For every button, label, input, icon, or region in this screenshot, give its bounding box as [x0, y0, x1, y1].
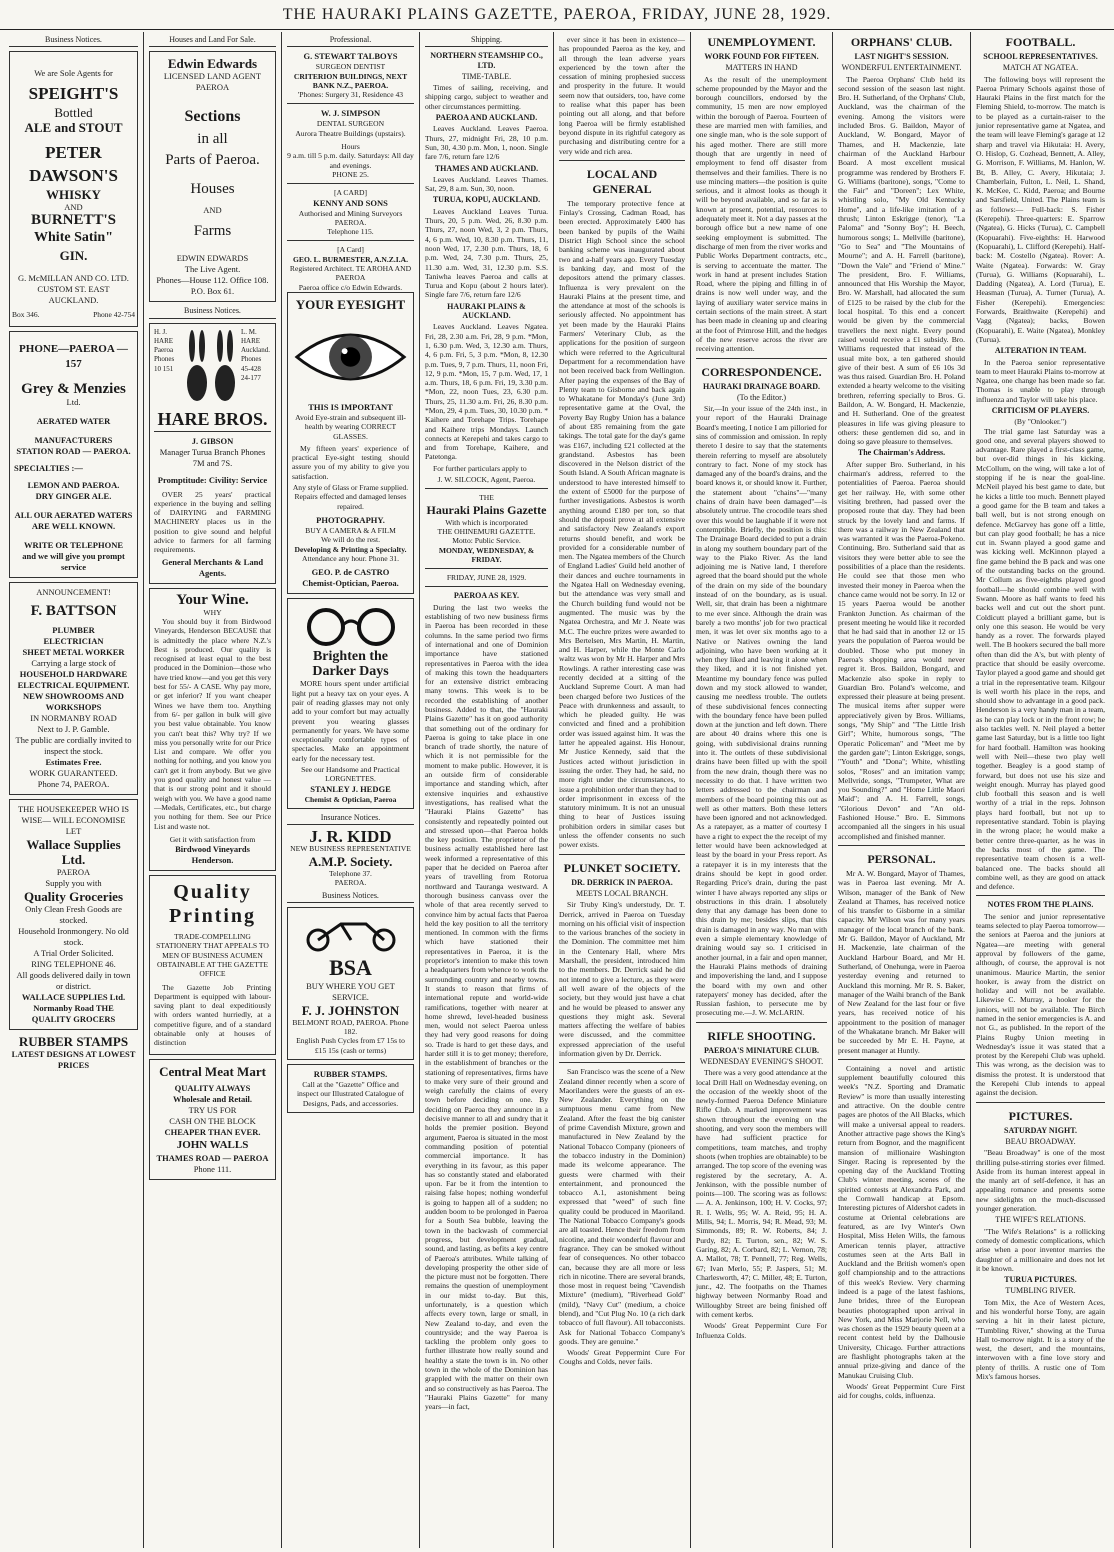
ad-text: Paeroa office c/o Edwin Edwards. — [298, 282, 403, 292]
ad-text: LICENSED LAND AGENT — [163, 71, 262, 82]
article-title: UNEMPLOYMENT. — [707, 35, 816, 49]
ad-text: The public are cordially invited to inspect the stock. — [15, 734, 132, 756]
eyesight-ad — [287, 292, 414, 594]
ad-text: PHONE—PAEROA —157 — [19, 342, 128, 370]
ad-text: PAEROA — [195, 82, 230, 93]
article-title: PLUNKET SOCIETY. — [563, 860, 681, 875]
ad-text: BELMONT ROAD, PAEROA. Phone 182. — [292, 1017, 409, 1037]
ad-text: TURUA, KOPU, AUCKLAND. — [432, 195, 541, 205]
ad-text: LATEST DESIGNS AT LOWEST PRICES — [11, 1048, 136, 1070]
ad-text: GEO. P. de CASTRO — [311, 567, 390, 578]
column-shipping — [420, 32, 554, 1548]
article-body: As the result of the unemployment scheme propounded by the Mayor and the borough councillors, endorsed by the community, 15 men are now employed within the borough of Paeroa. Fourteen of these are married men with families, and one single man, who is the sole support of his aged mother. There are still more though that are urgently in need of employment to fend off disaster from themselves and their families. There is no use mincing matters—the position is quite serious, and it almost looks as though it will be beyond available, and so far as is known at present, potential, resources to adequately meet it. Not a day passes at the borough office but a new name of one seeking employment is submitted. The discharge of men from the river works and Public Works Department contracts, etc., is serving to accentuate the matter. The work in hand at present includes Station Road, where the piping and filling in of drains is now well under way, and the laying of auxiliary water service mains in certain sections of the main street. A start has been made in cleaning up and clearing at the foot of Primrose Hill, and the hedges of the new reserve across the river are receiving attention. — [696, 74, 827, 354]
ad-text: Bottled — [54, 105, 93, 121]
ad-text: Chemist & Optician, Paeroa — [304, 794, 397, 804]
ad-text: HAURAKI PLAINS & AUCKLAND. — [447, 301, 526, 321]
ad-text: CHEAPER THAN EVER. — [164, 1126, 261, 1137]
ad-text: Wallace Supplies Ltd. — [26, 836, 121, 867]
article-body: Woods' Great Peppermint Cure For Coughs and Colds, never fails. — [559, 1348, 685, 1367]
article-body: The following boys will represent the Paeroa Primary Schools against those of Hauraki Plains in the first match for the Fleming Shield, to-morrow. The match is to be played as a curtain-raiser to the junior representative game at Ngatea, and the team will leave Fleming's garage at 12 sharp and travel via Hikutaia: H. Avery, O. Hislop, G. Cozhead, Bennett, A. Alley, G. Morrison, F. Williams, M. Hanlon, W. Bt, B. Alley, C. Avery, Hikutaia; J. Chamberlain, Fulton, L. Neil, L. Shand, K. McKee, C. Kidd, Paeroa; and Bourne and Sarsfield, United. The Plains team is as follows:— Full-back: S. Fisher (Kerepehi). Three-quarters: E. Sparrow (Ngatea), G. Hicks (Turua), C. Campbell (Kopuarahi). Five-eighths: H. Harwood (Kopuarahi), L. Clifford (Kerepehi). Half-back: M. Costello (Ngatea). Rover: A. Waite (Ngatea). Forwards: W. Gray (Turua), G. Williams (Kopuarahi), L. Dadding (Ngatea), A. Lord (Turua), E. Heasman (Turua), A. Turner (Turua), A. Fisher (Kerepehi). Emergencies: Forwards, Braithwaite (Kerepehi) and Vagg (Ngatea); backs, Bowen (Kopuarahi), E. Waite (Ngatea), Monkley (Turua). — [976, 74, 1105, 344]
ad-text: THAMES AND AUCKLAND. — [434, 163, 539, 173]
article-title: FOOTBALL. — [1005, 35, 1076, 49]
simpson-card — [287, 108, 414, 179]
article-subtitle: HAURAKI DRAINAGE BOARD. — [702, 381, 821, 391]
article-subtitle: SCHOOL REPRESENTATIVES. — [983, 52, 1098, 61]
ad-text: White Satin" — [34, 230, 113, 246]
column-professional — [282, 32, 420, 1548]
ad-text: Supply you with — [45, 877, 102, 888]
rubber-stamps-ad — [9, 1034, 138, 1071]
ad-text: OVER 25 years' practical experience in the buying and selling of DAIRYING and FARMING MACHINERY places us in the position to give sound and helpful advice to farmers for all farming requirements. — [154, 489, 271, 555]
ad-text: Farms — [193, 223, 232, 240]
edwards-ad — [149, 51, 276, 302]
ad-text: Phone 42-754 — [93, 310, 135, 320]
ad-text: LET — [65, 825, 82, 836]
ad-text: F. BATTSON — [30, 602, 117, 619]
ad-text: THAMES ROAD — PAEROA — [156, 1152, 269, 1163]
article-body: After supper Bro. Sutherland, in his chairman's address, referred to the potentialities of Paeroa. Paeroa should get her railway. He, with some other visiting brethren, had passed over the proposed route that day. They had been struck by the lovely land and farms. If there was a railway in New Zealand that was warranted it was the Paeroa-Pokeno. Continuing, Bro. Sutherland said that as visitors they were better able to see the possibilities of a place than the residents. He could see that those men who invested their money in Paeroa when the chance came would not be sorry. In 12 or 15 years Paeroa would be another Frankton Junction. As chairman of the present meeting he would like it recorded that he had said that in another 12 or 15 years the population of Paeroa would be doubled. Those who put money in Paeroa's shopping area would never regret it. Bros. Baildon, Bongard, and Mackenzie also spoke in reply to Guardian Bro. Poland's welcome, and expressed their pleasure at being present. The musical items after supper were appreciatively given by Bros. Williams, songs, "My Ship" and "The Little Irish Girl"; White, humorous songs, "The Operatic Policeman" and "Meet me by the garden gate"; Linton Eskrigge, songs, "Youth" and "Dona"; White, whistling solos, "Roses" and an imitation vamp; Mellvride, songs, "Trumpeter, What are you Sounding?" and "Home Little Maori Maid"; and A. H. Farrell, songs, "Glorious Devon" and "An old-Fashioned House." Bro. E. Simmons accompanied all the singers in his usual accomplished and finished manner. — [838, 459, 965, 841]
ad-text: Authorised and Mining Surveyors PAEROA. — [298, 208, 403, 227]
newspaper-title: Hauraki Plains Gazette — [426, 502, 547, 517]
ad-text: THIS IS IMPORTANT — [308, 401, 393, 412]
article-subtitle: WEDNESDAY EVENING'S SHOOT. — [699, 1056, 824, 1066]
ad-text: NORTHERN STEAMSHIP CO., LTD. — [430, 51, 543, 70]
ad-text: Your Wine. — [176, 591, 249, 608]
article-body: San Francisco was the scene of a New Zealand dinner recently when a score of Maorilanders were the guests of an ex-New Zealander. Everything on the sumptuous menu came from New Zealand. After the feast the big canister of prime Cavendish Mixture, grown and manufactured in New Zealand by the National Tobacco Company (pioneers of the tobacco industry in the Dominion) made its welcome appearance. The guests were charmed with their entertainment, and pronounced the tobacco A.1, astonishment being expressed that "weed" of such fine quality could be produced in Maoriland. The National Tobacco Company's goods are all toasted. Hence their freedom from nicotine, and their wonderful flavour and fragrance. They can be smoked without fear of consequences. No other tobacco can, because they are all more or less rich in nicotine. There are several brands, those most in request being "Cavendish Mixture" (medium), "Riverhead Gold" (mild), "Navy Cut" (medium, a choice blend), and "Cut Plug No. 10 (a rich dark tobacco of full flavour). All tobacconists. Ask for National Tobacco Company's goods. They are genuine." — [559, 1067, 685, 1346]
ad-text: LEMON AND PAEROA. — [27, 479, 120, 490]
bsa-ad — [287, 907, 414, 1059]
article-title: PERSONAL. — [867, 851, 936, 866]
ad-text: With which is incorporated — [445, 517, 528, 527]
ad-text: ALE and STOUT — [24, 120, 123, 136]
ad-text: PAEROA. — [334, 877, 367, 887]
ad-text: Household Ironmongery. No old stock. — [18, 925, 129, 947]
ad-text: JOHN WALLS — [176, 1138, 249, 1151]
article-body: "The Wife's Relations" is a rollicking comedy of domestic complications, which arise when a poor inventor marries the daughter of a millionaire and does not let it be known. — [976, 1226, 1105, 1273]
ad-text: Avoid Eye-strain and subsequent ill-health by wearing CORRECT GLASSES. — [295, 412, 406, 441]
ad-text: Attendance any hour. Phone 31. — [301, 553, 399, 563]
article-title: PAEROA AS KEY. — [453, 591, 520, 601]
ad-text: DAWSON'S — [29, 166, 118, 186]
article-body: The Paeroa Orphans' Club held its second session of the season last night. Bro. H. Sutherland, of the Orphans' Club, Auckland, was the chairman of the evening. Among the visitors were included Bros. G. Baildon, Mayor of Auckland, W. Bongard, Mayor of Thames, and H. Mackenzie, late chairman of the Auckland Harbour Board. A most excellent musical programme was rendered by Brothers F. G. Williams (baritone), songs, "Come to the Fair" and "Doreen"; Lex White, whistling solo, "My Old Kentucky Home", and a life-like imitation of a thrush; Linton Eskrigge (tenor), "La Paloma" and "Sonny Boy"; H. Beech, humorous songs; L. Mellville (baritone), "Go to Sea" and "The Mountains of Mourne"; and A. H. Farrell (baritone), "Down the Vale" and "Friend o' Mine." The president, Bro. F. Williams, announced that His Worship the Mayor, Bro. W. Marshall, had allocated the sum of £125 to be raised by the club for the local hospital. To this end a concert would be given by the commercial travellers the next night. Every pound raised would receive a £1 subsidy. Bro. Williams requested that instead of the usual mite box, a ten gathered should give of their best. A sum of £6 10s 3d was thus raised. Guardian Bro. H. Poland extended a hearty welcome to the visiting brethren, referring specially to Bros. G. Baildon, A. W. Bongard, H. Mackenzie, and H. Sutherland. One of the greatest pleasures in life was giving pleasure to others: these gentlemen did so, and in doing so gave pleasure to themselves. — [838, 74, 965, 447]
ad-text: TIME-TABLE. — [461, 71, 512, 81]
article-body: Sir,—In your issue of the 24th inst., in your report of the Hauraki Drainage Board's meeting, I notice I am pilloried for sins of commission and omission. In reply thereto I desire to say that the statements therein referring to myself are absolutely contrary to fact. None of my stock has damaged any of the board's drains, and the board knows it, or should know it. Further, the statement about "chains"—"many chains of drain have been damaged"—is absolutely untrue. The crocodile tears shed over this would be laughable if it were not contemptible. Briefly, the position is this: The Drainage Board decided to put a drain in along my southern boundary part of the way to the Piako River. As the land adjoining me is Native land, I therefore agreed that the board should put the whole of the drain on my side of the boundary instead of on the boundary, as is usual. Well, sir, that drain has been a nightmare to me ever since. Although the drain was barely a two months' job for two practical men, it was let over six months ago to a Native or Natives owning the land adjoining, who have been working at it when they liked and leaving it alone when they liked, and it is not finished yet. Meantime my boundary fence was pulled down and my stock allowed to wander, causing me needless trouble. The outlets of these subdivisional fences connecting with the boundary fence have been pulled down at the junction and left down. There are about 40 drains where this one is going, with subdivisional drains running into it. The outlets of these subdivisional drains have been filled up with the spoil from the new drain, though there was no necessity to do that. I have written two letters addressed to the chairman and members of the board pointing this out as well as other matters. Both these letters have been ignored and not acknowledged. As a ratepayer, as a matter of courtesy I have a right to expect the the receipt of my letter would have been acknowledged at least by the board in your Press report. As a ratepayer it is in my interests that the drains should be kept in good order. Regarding Price's drain, during the past winter I have always reported any slips or obstructions in this drain. I absolutely deny that any damage has been done to this drain by me; besides slips, that this drain is damaged in any way. No man with even a simple elementary knowledge of draining would say so. I criticised in another journal, in a fair and open manner, the Hauraki Plains methods of draining and impoverishing the land, and I suppose the board with my own and other ratepayers' money has decided, after the Russian fashion, to persecute me by prosecuting me.—J. W. McLARIN. — [696, 404, 827, 1018]
ad-text: G. STEWART TALBOYS — [303, 51, 398, 62]
ad-text: NEW BUSINESS REPRESENTATIVE — [290, 844, 411, 854]
ad-text: WORK GUARANTEED. — [29, 767, 118, 778]
ad-text: AND — [64, 202, 83, 213]
ad-text: F. J. JOHNSTON — [301, 1002, 400, 1018]
ad-text: Leaves Auckland. Leaves Paeroa. Thurs, 27, midnight Fri, 28, 10 p.m. Sun, 30, 4.30 p.m. Mon, 1, noon. Single fare 7/6, return fare 12/6 — [425, 124, 548, 162]
article-body: During the last two weeks the establishing of two new business firms in Paeroa has been recorded in these columns. In the same period two firms of international and one of Dominion importance have stationed representatives in Paeroa with the idea of making this town the headquarters for an extensive district embracing many towns. This week is to be recorded the establishing of another business. Added to that, the "Hauraki Plains Gazette" has it on good authority that something out of the ordinary for Paeroa is going to take place in one branch of trade shortly, the nature of which it is not permissible for the moment to make public. However, it is an outside firm of considerable importance and standing which, after extensive inquiries and exhaustive investigations, has realised what the "Hauraki Plains Gazette" has consistently and repeatedly pointed out and stressed upon—that Paeroa holds the key position. The proprietor of the business actually established here last week informed a representative of this paper that he decided on Paeroa after years of travelling from Rotorua northward and Tauranga westward. A thorough business canvass over the whole of that area recently served to convince him by actual facts that Paeroa held the key position to all the territory mentioned. In common with the firms which have stationed their representatives in Paeroa, it is the proprietor's intention to make this town a headquarters from whence to work the surrounding country and nearby towns. It stands to reason that firms of international repute and world-wide ramifications, together with nearer at home shrewd, level-headed business men, would not select Paeroa unless they had very good reasons for doing so. Trade is hard to get these days, and harder still it is to get money; therefore, in the establishment of branches or the stationing of representatives, firms have to make very sure of their ground and weigh carefully the claims of every town before deciding on one. By deciding on Paeroa they announce in a decisive manner to all and sundry that it holds the premier position. Beyond argument, Paeroa is situated in the most commanding position of potential commercial importance. It has everything in its favour, as this paper has so constantly stated and elaborated upon. Far be it from the intention to raising false hopes; nothing wonderful is going to happen all of a sudden; no audden boom to be prolonged in Paeroa for a South Sea bubble, leaving the town in the backwash of commercial progress, but development gradual, sound, and lasting, as befits a key centre of Paeroa's attributes. While talking of developing prosperity the other side of the picture must not be forgotten. There remains the question of unemployment in our midst to-day. But this, unfortunately, is a question which affects every town, large or small, in New Zealand to-day, and even the countryside; and the way Paeroa is tackling the problem only goes to further illustrate how really sound and healthy a state the town is in. No other town in the whole of the Dominion has grappled with the matter on their own and so constructively as has Paeroa. The "Hauraki Plains Gazette" for many years—in fact, — [425, 602, 548, 1412]
ad-text: Box 346. — [12, 310, 40, 320]
ad-text: BUY A CAMERA & A FILM — [305, 525, 396, 535]
ad-text: THE — [479, 493, 494, 503]
ad-text: Parts of Paeroa. — [165, 152, 260, 169]
ad-text: Leaves Auckland. Leaves Thames. Sat, 29, 8 a.m. Sun, 30, noon. — [425, 174, 548, 194]
article-subtitle: MATTERS IN HAND — [725, 63, 798, 73]
article-body: Tom Mix, the Ace of Western Aces, and his wonderful horse Tony, are again serving a hit in their latest picture, "Tumbling River," showing at the Turua Hall to-morrow night. It is a story of the west, the desert, and the mountains, interwoven with a fine love story and plenty of thrills. A rustic one of Tom Mix's famous horses. — [976, 1297, 1105, 1382]
article-subtitle: The Chairman's Address. — [857, 448, 946, 458]
ad-text: Hours — [341, 142, 360, 152]
ad-text: Grey & Menzies — [21, 380, 126, 397]
section-header: Insurance Notices. — [287, 813, 414, 825]
article-body: Mr A. W. Bongard, Mayor of Thames, was in Paeroa last evening. Mr A. Wilson, manager of the Bank of New Zealand at Thames, has received notice of his transfer to Gisborne in a similar capacity. Mr Wilson was for many years manager of the local branch of the bank. Mr G. Baildon, Mayor of Auckland, Mr H. Mackenzie, late chairman of the Auckland Harbour Board, and Mr H. Sutherland, of Onehunga, were in Paeroa yesterday evening and returned to Auckland this morning. Mr R. S. Baker, manager of the Waihi branch of the Bank of New Zealand for the last four or five years, has received notice of his appointment to the position of manager of the Whakatane branch. Mr Baker will be succeeded by Mr E. H. Payne, at present manager at Huntly. — [838, 868, 965, 1055]
ad-text: SURGEON DENTIST — [315, 62, 386, 72]
ad-text: Chemist-Optician, Paeroa. — [302, 578, 399, 589]
ad-text: Quality — [173, 881, 252, 904]
ad-text: ALL OUR AERATED WATERS — [14, 509, 133, 520]
section-header: Shipping. — [425, 35, 548, 47]
ad-text: [A Card] — [337, 245, 364, 255]
hedge-ad — [287, 598, 414, 809]
spectacles-icon — [292, 603, 409, 649]
ad-text: Central Meat Mart — [159, 1063, 266, 1079]
article-body: In the Paeroa senior representative team to meet Hauraki Plains to-morrow at Ngatea, one change has been made so far. Thomas is unable to play through influenza and Taylor will take his place. — [976, 357, 1105, 404]
section-header: Business Notices. — [149, 306, 276, 318]
article-body: There was a very good attendance at the local Drill Hall on Wednesday evening, on the occasion of the weekly shoot of the newly-formed Paeroa Defence Miniature Rifle Club. A marked improvement was shown throughout the evening on the shooting, and very soon the members will have had sufficient practice for competitions, team matches, and trophy shoots (when trophies are obtainable) to be arranged. The top score of the evening was registered by the secretary, A. A. Jenkinson, with the possible number of points—100. The scoring was as follows:— A. A. Jenkinson, 100; H. V. Cocks, 97; R. I. Wells, 95; W. A. Reid, 95; H. A. Mills, 94; L. Morris, 94; R. Mead, 93; M. Simmonds, 89; R. W. Roberts, 84; J. Purdy, 82; E. Turton, sen., 82; W. S. Garing, 82; A. Corbard, 82; L. Vernon, 78; A. Mallot, 78; T. Pennell, 77; Reg. Wells, 67; Ivan Merlo, 55; P. Jaspers, 51; M. Charlesworth, 47; C. Miller, 48; E. Turton, junr., 42. The footpaths on the Thames highway between Normanby Road and Willoughby Street are being finished off with cement kerbs. — [696, 1068, 827, 1319]
ad-text: PAEROA AND AUCKLAND. — [435, 113, 538, 123]
ad-text: Telephone 37. — [329, 868, 372, 878]
article-subtitle: DR. DERRICK IN PAEROA. — [571, 877, 673, 887]
ad-text: ARE WELL KNOWN. — [31, 520, 116, 531]
ad-text: [A CARD] — [333, 188, 368, 198]
eye-icon — [292, 312, 409, 402]
ad-text: P.O. Box 61. — [190, 286, 235, 297]
ad-text: GIN. — [59, 248, 88, 264]
ad-text: EDWIN EDWARDS — [176, 253, 249, 264]
meat-mart-ad — [149, 1059, 276, 1180]
motorcycle-icon — [292, 912, 409, 954]
column-football — [971, 32, 1110, 1548]
ad-text: Quality Groceries — [23, 888, 124, 904]
rabbit-logo-icon — [181, 328, 241, 408]
ad-text: MORE hours spent under artificial light put a heavy tax on your eyes. A pair of reading glasses may not only add to your comfort but may actually prevent you wearing glasses permanently for years. We have some exceptionally comfortable types of spectacles. Make an appointment early for the necessary test. — [292, 679, 409, 763]
column-business-notices — [4, 32, 144, 1548]
article-title: PICTURES. — [1008, 1108, 1073, 1123]
ad-text: KENNY AND SONS — [313, 197, 388, 208]
ad-text: MANUFACTURERS — [34, 434, 113, 445]
article-title: ORPHANS' CLUB. — [850, 35, 953, 49]
ad-text: Houses — [190, 181, 235, 198]
newspaper-columns — [4, 32, 1110, 1548]
article-body: Sir Truby King's understudy, Dr. T. Derrick, arrived in Paeroa on Tuesday morning on his official visit of inspection to the various branches of the society in the Dominion. The committee met him in the Centenary Hall, where Mrs Marshall, the president, introduced him to the members. Dr. Derrick said he did not intend to give a lecture, as they were all well aware of the objects of the society, but they would just have a chat and he would be pleased to answer any questions they might ask. Several matters affecting the welfare of babies were discussed, and the committee expressed appreciation of the useful information given by Dr. Derrick. — [559, 900, 685, 1058]
article-body: The senior and junior representative teams selected to play Paeroa tomorrow—the seniors at Paeroa and the juniors at Ngatea—are meeting with general approval by followers of the game, although, of course, the approval is not unanimous. Maurice Martin, the senior hooker, is away from the district on holiday and will not be available. Likewise C. Murray, a hooker for the juniors, will not be available. The Birch named in the senior emergencies is A. and not G., as published. In the report of the Plains Rugby Union meeting in Wednesday's issue it was stated that a protest by the Kerepehi Club was upheld. This was wrong, as the decision was to dismiss the protest. It is understood that the Kerepehi Club intends to appeal against the decision. — [976, 911, 1105, 1098]
ad-text: J. R. KIDD — [309, 827, 392, 847]
ad-text: Repairs effected and damaged lenses repaired. — [294, 492, 407, 511]
ad-text: BSA — [329, 954, 372, 980]
ad-text: QUALITY ALWAYS — [174, 1082, 251, 1093]
ad-text: AERATED WATER — [36, 415, 111, 426]
kidd-ad — [287, 829, 414, 887]
article-title: CORRESPONDENCE. — [701, 364, 822, 379]
ad-text: STATION ROAD — PAEROA. — [16, 445, 131, 456]
ad-text: Leaves Auckland. Leaves Ngatea. Fri, 28, 2.30 a.m. Fri, 28, 9 p.m. *Mon, 1, 6.30 p.m. Wed, 3, 12.30 a.m. Thurs, 4, 6 p.m. Fri, 5, 3 p.m. *Mon, 8, 12.30 p.m. Tues, 9, 7 p.m. Thurs, 11, noon Fri, 12, 9 p.m. *Mon, 15, 7 p.m. Wed, 17, 1 a.m. Thurs, 18, 6 p.m. Fri, 19, 3.30 p.m. *Mon, 22, noon Tues, 23, 6.30 p.m. Thurs, 25, 11.30 a.m. Fri, 26, 8.30 p.m. *Mon, 29, 4 p.m. Tues, 30, 10.30 p.m. * Kaihere and Torehape Trips. Torehape and Kaihere trips Mondays. Launch connects at Kerepehi and takes cargo to and from Torehape, Kaihere, and Patetonga. — [425, 322, 548, 462]
ad-text: A Trial Order Solicited. — [33, 947, 114, 958]
ad-text: Phones—House 112. Office 108. — [156, 275, 269, 286]
ad-text: General Merchants & Land Agents. — [161, 556, 264, 578]
article-subtitle: PAEROA'S MINIATURE CLUB. — [703, 1045, 820, 1055]
masthead: THE HAURAKI PLAINS GAZETTE, PAEROA, FRIDAY, JUNE 28, 1929. — [0, 0, 1114, 30]
ad-text: AUCKLAND. — [48, 295, 99, 306]
section-header: Houses and Land For Sale. — [149, 35, 276, 47]
battson-ad — [9, 582, 138, 795]
section-header: Business Notices. — [287, 891, 414, 903]
issue-date: FRIDAY, JUNE 28, 1929. — [446, 573, 527, 583]
ad-text: 'Phones: Surgery 31, Residence 43 — [297, 90, 404, 100]
ad-text: Telephone 115. — [327, 227, 374, 237]
ad-text: H. J. HARE Paeroa Phones 10 151 — [154, 327, 175, 373]
ad-text: We will do the rest. — [320, 535, 381, 545]
ad-text: ELECTRICIAN — [43, 635, 104, 646]
ad-text: J. W. SILCOCK, Agent, Paeroa. — [437, 475, 536, 485]
column-unemployment — [691, 32, 833, 1548]
ad-text: RUBBER STAMPS. — [313, 1068, 388, 1079]
ad-text: GEO. L. BURMESTER, A.N.Z.I.A. — [293, 254, 408, 264]
ad-text: WALLACE SUPPLIES Ltd. Normanby Road THE QUALITY GROCERS — [21, 991, 126, 1024]
article-body: Containing a novel and artistic supplement beautifully coloured this week's "N.Z. Sporting and Dramatic Review" is more than usually interesting and attractive. On the double centre pages are photos of the All Blacks, which will make a universal appeal to readers. Another attractive page shows the King's return from Bognor, and the magnificent mansion of millionaire Washington Singer. Racing is represented by the opening day of the Auckland Trotting Club's winter meeting, scenes of the spirited contests at Alexandra Park, and the Cornwall handicap at Epsom. Interesting pictures of Aldershot cadets in costume at Oriental celebrations are featured, as are Ivy Winter's Own Hospital, Miss Helen Wills, the famous American tennis player, attractive costumes seen at the Arts Ball in Auckland and the British women's open golf championship and to the attractions of this week's Review. Very charming indeed is a page of the latest fashions, June brides, three of the European beauties photographed upon arrival in New York, and Miss Marjorie Nell, who was chosen as the 1929 beauty queen at a recent contest held by the Dalhousie University, Chicago. Further attractions are flashlight photographs taken at the annual prize-giving and dance of the Manukau Cruising Club. — [838, 1063, 965, 1380]
ad-text: THE HOUSEKEEPER WHO IS WISE— WILL ECONOMISE — [17, 803, 130, 825]
ad-text: DRY GINGER ALE. — [35, 490, 112, 501]
ad-text: WRITE OR TELEPHONE — [23, 539, 124, 550]
ad-text: BURNETT'S — [30, 212, 117, 229]
ad-text: in all — [197, 131, 228, 148]
ad-text: and we will give you prompt — [22, 550, 125, 561]
article-subtitle: BEAU BROADWAY. — [1005, 1136, 1076, 1146]
ad-text: SHEET METAL WORKER — [22, 646, 125, 657]
ad-text: Call at the "Gazette" Office and inspect our Illustrated Catalogue of Designs, Pads, and accessories. — [296, 1079, 405, 1108]
ad-text: AND — [203, 205, 222, 216]
burmester-card — [287, 245, 414, 291]
article-subtitle: LAST NIGHT'S SESSION. — [854, 52, 949, 61]
ad-text: service — [60, 561, 86, 572]
ad-text: W. J. SIMPSON — [320, 108, 381, 119]
ad-text: Estimates Free. — [45, 756, 102, 767]
ad-text: Carrying a large stock of — [31, 657, 116, 668]
ad-text: J. GIBSON — [191, 435, 234, 446]
article-title: LOCAL AND GENERAL — [586, 166, 658, 196]
ad-text: HOUSEHOLD HARDWARE — [19, 668, 128, 679]
ad-text: See our Handsome and Practical LORGNETTES. — [301, 765, 400, 784]
ad-text: Ltd. — [66, 396, 81, 407]
ad-contact — [12, 310, 135, 319]
ad-text: Only Clean Fresh Goods are stocked. — [25, 903, 122, 925]
ad-text: Birdwood Vineyards Henderson. — [175, 844, 250, 866]
rubber-stamps-gazette-ad — [287, 1064, 414, 1113]
ad-text: THE OHINEMURI GAZETTE. — [437, 526, 536, 536]
ad-text: Aurora Theatre Buildings (upstairs). — [295, 128, 406, 138]
ad-text: Motto: Public Service. — [452, 536, 521, 546]
ad-text: My fifteen years' experience of practical Eye-sight testing should assure you of my ability to give you satisfaction. — [292, 443, 409, 481]
article-subtitle: MATCH AT NGATEA. — [1002, 63, 1079, 73]
ad-text: Developing & Printing a Specialty. — [294, 544, 407, 554]
ad-text: Phone 111. — [193, 1163, 232, 1174]
ad-text: Brighten the Darker Days — [312, 649, 389, 680]
article-subtitle: THE WIFE'S RELATIONS. — [995, 1215, 1086, 1225]
article-subtitle: (To the Editor.) — [737, 392, 786, 402]
ad-text: RING TELEPHONE 46. — [31, 958, 116, 969]
ad-text: NEW SHOWROOMS AND WORKSHOPS — [23, 690, 124, 712]
article-subtitle: TUMBLING RIVER. — [1005, 1286, 1076, 1296]
ad-text: Phone 74, PAEROA. — [37, 778, 110, 789]
article-body: The temporary protective fence at Finlay's Crossing, Cadman Road, has been erected. Approximately £400 has been banked by pupils of the Waihi District High School since the school banking scheme was inaugurated about two and a-half years ago. Every Tuesday is banking day, and most of the depositors attend the primary classes. Influenza is very prevalent on the Hauraki Plains at the present time, and the attendance at most of the schools is seriously affected. No appointment has yet been made by the Hauraki Plains Farmers' Veterinary Club, as the applications for the position of surgeon which were referred to the Agricultural Department for a recommendation have not been received back from Wellington. After paying the expenses of the Bay of Plenty team to Gisborne and back again to Whakatane for Monday's (June 3rd) representative game at the Oval, the Poverty Bay Rugby Union has a balance of about £85 remaining from the gate takings. The total gate for the day's game was £167, including £21 collected at the grandstand. Asbestos has been discovered in the Nelson district of the South Island. A South African magnate is understood to have interested himself to the extent of £5000 for the purpose of further investigations. Asbestos is worth anything around £180 per ton, so that should the deposit prove at all extensive and satisfactory New Zealand's export returns should benefit, and work be provided for a considerable number of men. The Ngatea members of the Church of England Ladies' Guild held another of their dances and euchre tournaments in the Ngatea Hall on Wednesday evening, but the attendance was very small and the Church building fund would not be augmented. The music was by the Ngatea Orchestra, and Mr J. Neate was M.C. The euchre prizes were awarded to Mrs Bertelsen, Mrs Martin, H. Martin, and H. Harper, while the Monte Carlo waltz was won by Mr H. Harper and Mrs Rowlings. A rather interesting case was recently decided at a sitting of the Auckland Supreme Court. A man had been charged before two Justices of the Peace with drunkenness and assault, to which he pleaded guilty. He was convicted and fined and a prohibition order was issued against him. It was the latter he appealed against. His Honour, Mr Justice Kennedy, said that the Justices acted without jurisdiction in issuing the order. They had, he said, no more right under the circumstances, to issue a prohibition order than they had to order imprisonment in excess of the statutory minimum. It is not an unusual thing to hear of Justices issuing prohibition orders in similar cases but unless the offender consents no such power exists. — [559, 198, 685, 850]
article-title: RIFLE SHOOTING. — [707, 1028, 816, 1043]
ad-text: PAEROA — [56, 866, 91, 877]
ad-text: TRY US FOR — [188, 1104, 237, 1115]
article-subtitle: NOTES FROM THE PLAINS. — [987, 900, 1094, 910]
ad-text: CUSTOM ST. EAST — [37, 284, 110, 295]
ad-text: IN NORMANBY ROAD — [30, 712, 117, 723]
ad-text: PHOTOGRAPHY. — [316, 514, 385, 525]
ad-text: CRITERION BUILDINGS, NEXT BANK N.Z., PAEROA. — [293, 71, 408, 90]
ad-text: Printing — [168, 905, 257, 928]
ad-text: The Live Agent. — [184, 264, 241, 275]
ad-text: PHONE 25. — [332, 169, 369, 179]
ad-text: STANLEY J. HEDGE — [310, 783, 391, 794]
ad-text: Any style of Glass or Frame supplied. — [292, 483, 409, 493]
quality-printing-ad — [149, 875, 276, 1055]
ad-text: MONDAY, WEDNESDAY, & FRIDAY. — [438, 545, 535, 564]
ad-text: PLUMBER — [52, 624, 95, 635]
ad-text: 9 a.m. till 5 p.m. daily. Saturdays: All day and evenings. — [287, 151, 414, 170]
column-local-general — [554, 32, 691, 1548]
ad-text: ANNOUNCEMENT! — [36, 586, 111, 597]
ad-text: We are Sole Agents for — [34, 68, 113, 79]
ad-text: DENTAL SURGEON — [316, 119, 385, 129]
article-subtitle: SATURDAY NIGHT. — [1004, 1125, 1077, 1135]
ad-text: RUBBER STAMPS — [18, 1033, 129, 1049]
ad-text: BUY WHERE YOU GET SERVICE. — [306, 980, 395, 1002]
ad-text: G. McMILLAN AND CO. LTD. — [18, 273, 129, 284]
ad-text: For further particulars apply to — [433, 463, 527, 473]
wine-ad — [149, 588, 276, 871]
ad-text: Registered Architect. TE AROHA AND PAEROA — [289, 264, 412, 283]
ad-text: PETER — [45, 143, 102, 163]
article-subtitle: ALTERATION IN TEAM. — [994, 346, 1087, 356]
article-body: ever since it has been in existence—has propounded Paeroa as the key, and all through the lean adverse years experienced by the town after the cessation of mining prophesied success and prosperity in the future. It would seem now that outsiders, too, have come to realise what this paper has been pointing out all along, and that before long Paeroa will be firmly established beyond dispute in its rightful category as purchasing and distributing centre for a very wide and rich area. — [559, 35, 685, 156]
ad-text: L. M. HARE Auckland. Phones 45-428 24-177 — [241, 327, 270, 383]
ad-text: A.M.P. Society. — [308, 853, 393, 869]
kenny-card — [287, 188, 414, 236]
mcmillan-ad — [9, 51, 138, 326]
ad-text: ELECTRICAL EQUIPMENT. — [17, 679, 130, 690]
hare-bros-ad — [149, 323, 276, 584]
article-subtitle: WORK FOUND FOR FIFTEEN. — [704, 52, 819, 61]
article-body: The trial game last Saturday was a good one, and several players showed to advantage. Rare played a first-class game, but over-did things in his kicking. McCollum, on the wing, will take a lot of stopping if he is near the goal-line. McNeil played his best game to date, but he kicks a little too much. Bennett played a good game for the B team and takes a ball well, but is not strong enough on defence. McGarvey has gone off a little, but can play good football; he has a nice cut in. Swann played a good game and was kicking well. McKinnon played a fine game behind the B pack and was one of the outstanding backs on the ground. Mr Collum as five-eighths played good football—he should combine well with Swann. Moore as half wants to feed his backs well and cut out the short punt. Coldicutt played a brilliant game, but is only one this season. He would be very handy as a rover. The forwards played well. The B hookers secured the ball more often than did the A's, but with plenty of practice that should be easily overcome. Taylor played a good game and should get a trial in the representative team. Kilgour is well worth his place in the reps, and should show to advantage in a good pack. Henderson is a very handy man in a team, as he can play lock or in the front row; he also tackles well. N. Neil played a better game last Saturday, but is a little too light for hard football. Hamilton was hooking well with Neil—these two play well together. Beagley is a good stamp of forward, but does not use his size and weight enough. Murray has played good club football this season and is well worthy of a trial in the reps. Johnson plays hard football, but not up to representative standard. Tobin is playing in the wrong place; he would make a better centre three-quarter, as he was in the backs most of the game. The representative team chosen is a well-balanced one. The backs should all combine well, as they are good on attack and defence. — [976, 426, 1105, 892]
ad-text: HARE BROS. — [157, 408, 268, 429]
ad-text: WHISKY — [46, 187, 101, 203]
ad-text: The Gazette Job Printing Department is equipped with labour-saving plant to deal expeditiously with orders wanted hurriedly, at a competitive figure, and of a standard obtainable only at houses of distinction — [154, 982, 271, 1048]
talboys-card — [287, 51, 414, 99]
ad-text: Promptitude: Civility: Service — [157, 474, 268, 485]
ad-text: SPEIGHT'S — [28, 84, 119, 104]
article-body: "Beau Broadway" is one of the most thrilling pulse-stirring stories ever filmed. Aside from its human interest appeal in the manly art of self-defence, it has an appealing romance and presents some new sidelights on the much-discussed younger generation. — [976, 1148, 1105, 1214]
article-subtitle: TURUA PICTURES. — [1004, 1275, 1077, 1285]
column-houses-land — [144, 32, 282, 1548]
column-orphans-club — [833, 32, 971, 1548]
ad-text: YOUR EYESIGHT — [295, 296, 406, 312]
article-byline: (By "Onlooker.") — [1014, 417, 1067, 427]
ad-text: Manager Turua Branch Phones 7M and 7S. — [159, 446, 266, 468]
grey-menzies-ad — [9, 331, 138, 578]
ad-text: Next to J. P. Gamble. — [37, 723, 110, 734]
ad-text: Leaves Auckland Leaves Turua. Thurs, 20, 5 p.m. Wed, 26, 8.30 p.m. Thurs, 27, noon Wed, 3, 2 p.m. Thurs, 4, 6 p.m. Wed, 10, 8.30 p.m. Thurs, 11, noon Wed, 17, 2.30 p.m. Thurs, 18, 6 p.m. Wed, 24, 7.30 p.m. Thurs, 25, 11.30 a.m. Wed, 31, 12.30 p.m. S.S. Taniwha leaves Paeroa and calls at Turua and Kopu (about 2 hours later). Single fare 7/6, return fare 12/6 — [425, 206, 548, 300]
ad-text: Times of sailing, receiving, and shipping cargo, subject to weather and other circumstances permitting. — [425, 83, 548, 111]
wallace-ad — [9, 799, 138, 1030]
article-subtitle: CRITICISM OF PLAYERS. — [991, 405, 1090, 415]
ad-text: Sections — [184, 108, 241, 126]
ad-text: You should buy it from Birdwood Vineyards, Henderson BECAUSE that is admittedly the place where N.Z.'s Best is produced. Our quality is recognised at least equal to the best produced in the Dominion—those who have tried know—and you get this very best for 55/- A CASE. Why pay more, or get inferior? If you want cheaper Wines we have them too. Anything from 6/- per gallon in bulk will give you best value obtainable. You know you can't beat this? Why try? If we miss you personally write for our Price List and compare. We offer you nothing for nothing, and you know you can't get it from anybody. But we give you good quality and honest value — that is our strong point and it should weigh with you. We have a good name—Medals, Certificates, etc., but charge you nothing for them. See our Price List and waste not. — [154, 616, 271, 831]
ad-text: WHY — [203, 607, 222, 617]
article-body: Woods' Great Peppermint Cure First aid for coughs, colds, influenza. — [838, 1381, 965, 1401]
ad-text: TRADE-COMPELLING STATIONERY THAT APPEALS TO MEN OF BUSINESS ACUMEN OBTAINABLE AT THE GAZETTE OFFICE — [156, 932, 269, 979]
ad-text: Get it with satisfaction from — [169, 834, 256, 844]
article-subtitle: MEETS LOCAL BRANCH. — [576, 888, 668, 898]
article-body: Woods' Great Peppermint Cure For Influenza Colds. — [696, 1321, 827, 1340]
ad-text: Edwin Edwards — [167, 56, 258, 72]
section-header: Professional. — [287, 35, 414, 47]
ad-text: Wholesale and Retail. — [172, 1093, 253, 1104]
ad-text: All goods delivered daily in town or district. — [16, 969, 131, 991]
ad-text: SPECIALTIES :— — [14, 462, 83, 473]
article-subtitle: WONDERFUL ENTERTAINMENT. — [841, 63, 962, 73]
section-header: Business Notices. — [9, 35, 138, 47]
ad-text: CASH ON THE BLOCK — [169, 1115, 256, 1126]
ad-text: English Push Cycles from £7 15s to £15 15s (cash or terms) — [296, 1036, 405, 1055]
